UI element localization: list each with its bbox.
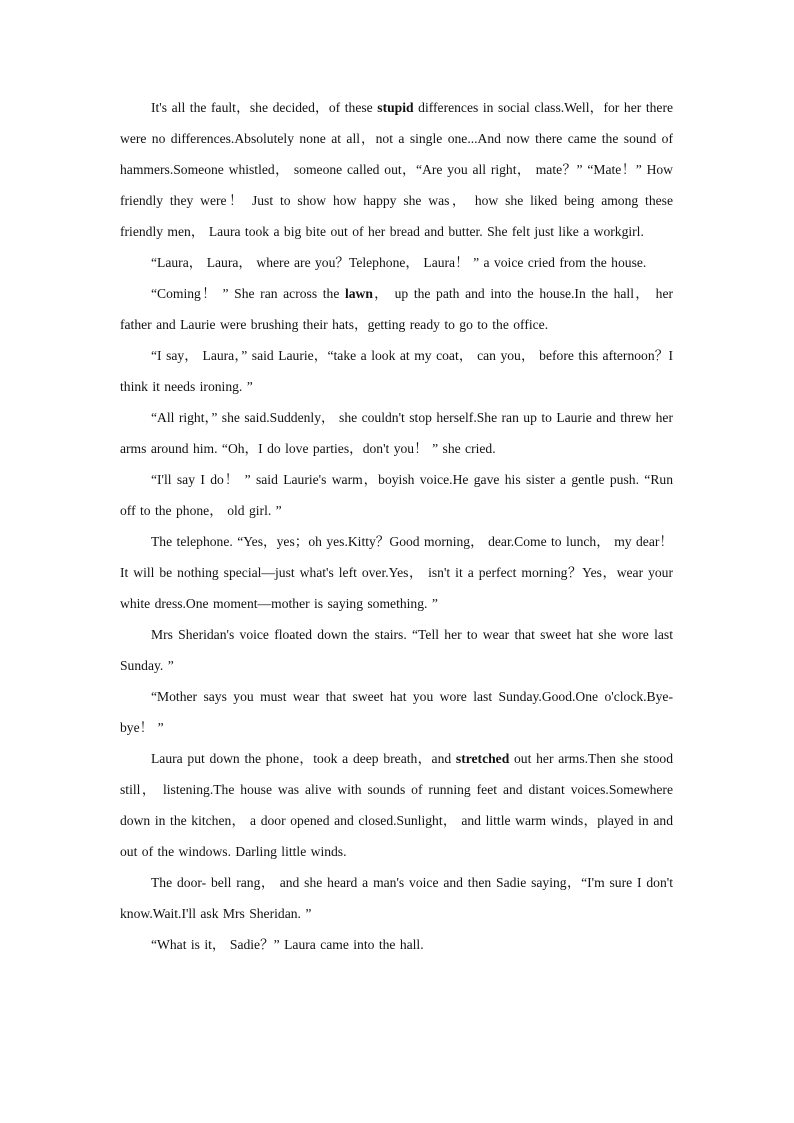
story-paragraph: [120, 619, 673, 681]
story-paragraph: [120, 340, 673, 402]
text-run: out her arms.Then she stood still， listening.The house was alive with sounds of running feet and distant voices.Somewhere down in the kitchen， a door opened and closed.Sunlight， and little warm winds，played in and out of the windows. Darling little winds.: [120, 751, 673, 859]
story-paragraph: [120, 464, 673, 526]
story-paragraph: [120, 929, 673, 960]
bold-vocabulary-word: lawn: [344, 286, 373, 301]
text-run: “I say， Laura，” said Laurie，“take a look at my coat， can you， before this afternoon？I think it needs ironing. ”: [120, 348, 673, 394]
text-run: “Coming！ ” She ran across the: [151, 286, 345, 301]
story-paragraph: [120, 681, 673, 743]
story-paragraph: [120, 278, 673, 340]
text-run: ， up the path and into the house.In the hall， her father and Laurie were brushing their hats，getting ready to go to the office.: [120, 286, 674, 332]
text-run: “What is it， Sadie？” Laura came into the hall.: [151, 937, 424, 952]
story-paragraph: [120, 402, 673, 464]
story-paragraph: [120, 867, 673, 929]
text-run: “All right，” she said.Suddenly， she couldn't stop herself.She ran up to Laurie and threw her arms around him. “Oh，I do love parties，don't you！ ” she cried.: [120, 410, 673, 456]
text-run: differences in social class.Well，for her there were no differences.Absolutely none at all，not a single one...And now there came the sound of hammers.Someone whistled， someone called out，“Are you all right， mate？” “Mate！” How friendly they were！ Just to show how happy she was， how she liked being among these friendly men， Laura took a big bite out of her bread and butter. She felt just like a workgirl.: [120, 100, 674, 239]
text-run: The telephone. “Yes，yes；oh yes.Kitty？Good morning， dear.Come to lunch， my dear！ It will be nothing special—just what's left over.Yes， isn't it a perfect morning？Yes，wear your white dress.One moment—mother is saying something. ”: [120, 534, 673, 611]
bold-vocabulary-word: stupid: [377, 100, 414, 115]
story-paragraph: [120, 743, 673, 867]
text-run: Mrs Sheridan's voice floated down the stairs. “Tell her to wear that sweet hat she wore last Sunday. ”: [120, 627, 673, 673]
text-run: “Mother says you must wear that sweet hat you wore last Sunday.Good.One o'clock.Bye-bye！ ”: [120, 689, 673, 735]
text-run: “Laura， Laura， where are you？Telephone， Laura！ ” a voice cried from the house.: [151, 255, 647, 270]
story-paragraph: [120, 247, 673, 278]
text-run: “I'll say I do！ ” said Laurie's warm，boyish voice.He gave his sister a gentle push. “Run off to the phone， old girl. ”: [120, 472, 673, 518]
story-paragraph: [120, 526, 673, 619]
story-text: [120, 92, 673, 960]
text-run: The door- bell rang， and she heard a man's voice and then Sadie saying，“I'm sure I don't know.Wait.I'll ask Mrs Sheridan. ”: [120, 875, 673, 921]
text-run: It's all the fault，she decided，of these: [151, 100, 378, 115]
text-run: Laura put down the phone，took a deep breath，and: [151, 751, 456, 766]
bold-vocabulary-word: stretched: [455, 751, 510, 766]
story-paragraph: [120, 92, 673, 247]
